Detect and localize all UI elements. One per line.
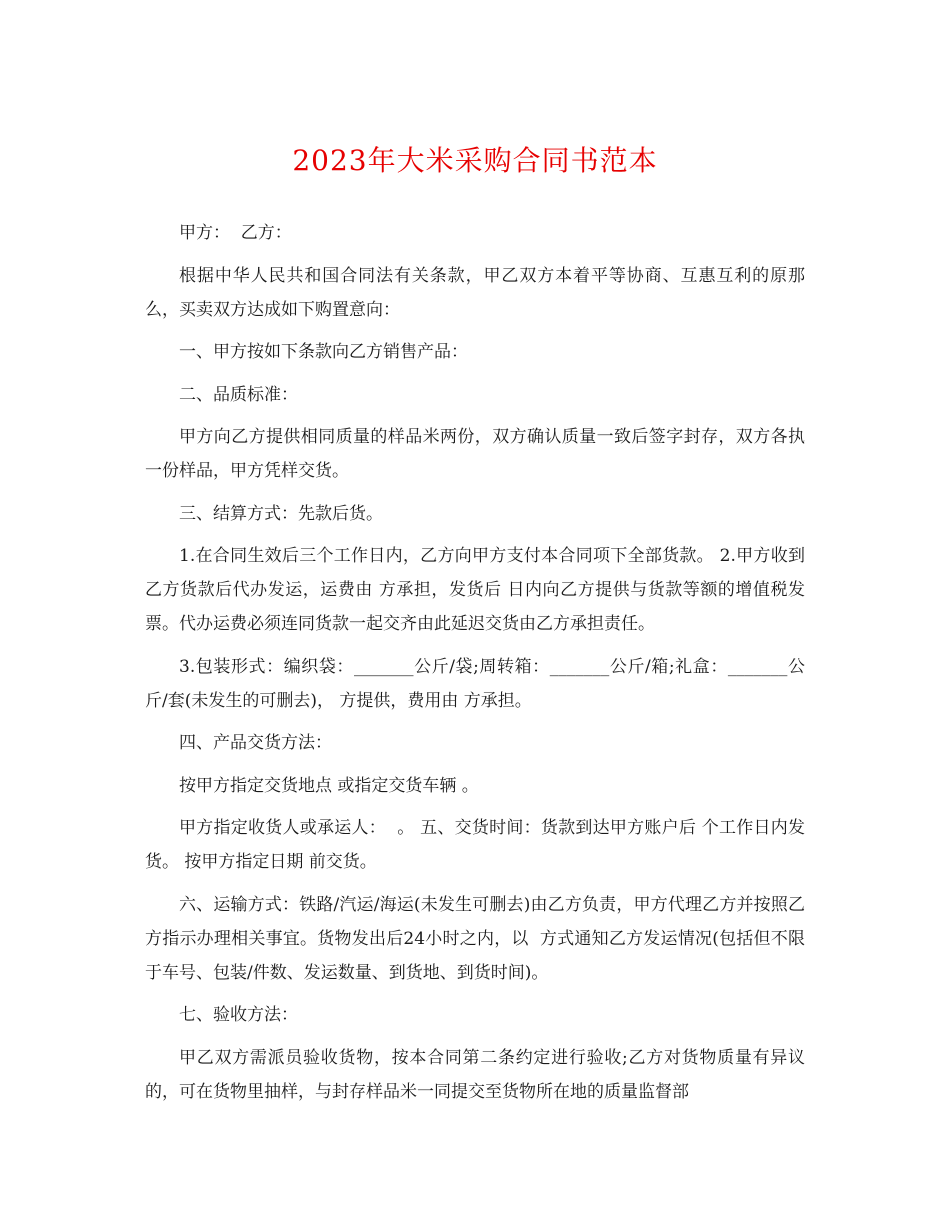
paragraph-clause-2-heading: 二、品质标准： xyxy=(179,384,298,405)
document-body xyxy=(145,216,805,1117)
paragraph-clause-7-body: 甲乙双方需派员验收货物，按本合同第二条约定进行验收;乙方对货物质量有异议的，可在货物里抽样，与封存样品米一同提交至货物所在地的质量监督部 xyxy=(145,1047,805,1102)
paragraph-clause-6-transport: 六、运输方式：铁路/汽运/海运(未发生可删去)由乙方负责，甲方代理乙方并按照乙方指示办理相关事宜。货物发出后24小时之内，以 方式通知乙方发运情况(包括但不限于车号、包装/件数、发运数量、到货地、到货时间)。 xyxy=(145,894,805,983)
document-title: 2023年大米采购合同书范本 xyxy=(292,144,658,177)
paragraph-clause-3-heading: 三、结算方式：先款后货。 xyxy=(179,503,383,524)
paragraph-parties: 甲方： 乙方： xyxy=(179,223,292,243)
paragraph-clause-4-heading: 四、产品交货方法： xyxy=(179,733,332,753)
paragraph-clause-3-payment: 1.在合同生效后三个工作日内，乙方向甲方支付本合同项下全部货款。 2.甲方收到乙方货款后代办发运，运费由 方承担，发货后 日内向乙方提供与货款等额的增值税发票。代办运费必须连同货款一起交齐由此延迟交货由乙方承担责任。 xyxy=(145,546,805,634)
paragraph-clause-4-location: 按甲方指定交货地点 或指定交货车辆 。 xyxy=(179,775,479,796)
paragraph-clause-2-body: 甲方向乙方提供相同质量的样品米两份，双方确认质量一致后签字封存，双方各执一份样品，甲方凭样交货。 xyxy=(145,427,805,481)
paragraph-preamble: 根据中华人民共和国合同法有关条款，甲乙双方本着平等协商、互惠互利的原那么，买卖双方达成如下购置意向： xyxy=(145,265,805,320)
paragraph-clause-1: 一、甲方按如下条款向乙方销售产品： xyxy=(179,342,468,362)
paragraph-clause-7-heading: 七、验收方法： xyxy=(179,1005,298,1025)
paragraph-clause-3-packaging: 3.包装形式：编织袋：_______公斤/袋;周转箱：_______公斤/箱;礼盒：_______公斤/套(未发生的可删去)， 方提供，费用由 方承担。 xyxy=(145,656,805,711)
paragraph-clause-5-delivery-time: 甲方指定收货人或承运人： 。 五、交货时间：货款到达甲方账户后 个工作日内发货。 按甲方指定日期 前交货。 xyxy=(145,818,805,872)
